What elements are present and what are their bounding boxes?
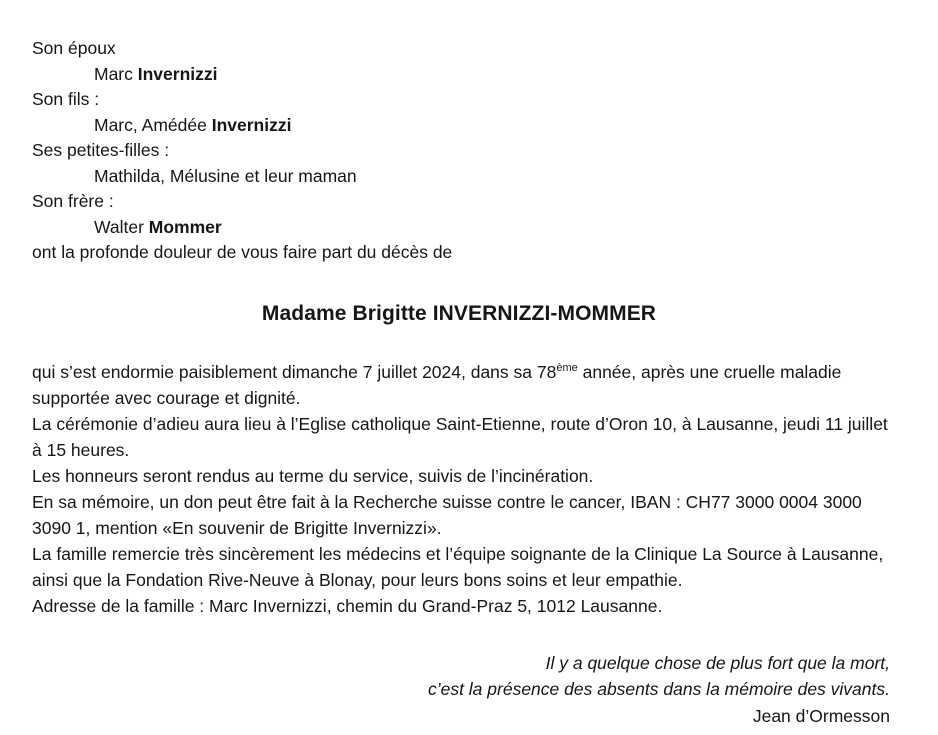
paragraph-address: Adresse de la famille : Marc Invernizzi, chemin du Grand-Praz 5, 1012 Lausanne. (32, 595, 663, 616)
family-member-spouse (32, 62, 894, 88)
family-role-brother: Son frère : (32, 191, 114, 211)
paragraph-passing (32, 359, 894, 411)
closing-quote-author: Jean d’Ormesson (752, 705, 890, 726)
paragraph-passing-before: qui s’est endormie paisiblement dimanche 7 juillet 2024, dans sa 78 (32, 361, 557, 382)
closing-quote-line-1: Il y a quelque chose de plus fort que la mort, (545, 652, 890, 673)
family-member-son (32, 113, 894, 139)
family-list (32, 36, 894, 266)
paragraph-passing-after: année, après une cruelle maladie supportée avec courage et dignité. (32, 361, 842, 408)
family-member-son-given: Marc, Amédée (94, 114, 212, 135)
paragraph-donation: En sa mémoire, un don peut être fait à la Recherche suisse contre le cancer, IBAN : CH77 3000 0004 3000 3090 1, mention «En souvenir de Brigitte Invernizzi». (32, 491, 862, 538)
closing-quote (32, 650, 894, 702)
announcement-intro: ont la profonde douleur de vous faire part du décès de (32, 242, 453, 262)
family-role-son: Son fils : (32, 89, 100, 109)
family-member-son-surname: Invernizzi (211, 114, 292, 135)
paragraph-passing-ordinal: ème (556, 361, 578, 374)
family-member-brother (32, 215, 894, 241)
family-role-granddaughters: Ses petites-filles : (32, 140, 170, 160)
family-member-brother-surname: Mommer (148, 216, 222, 237)
paragraph-ceremony: La cérémonie d’adieu aura lieu à l’Eglise catholique Saint-Etienne, route d’Oron 10, à Lausanne, jeudi 11 juillet à 15 heures. (32, 413, 888, 460)
family-member-granddaughters (32, 164, 894, 190)
family-member-brother-given: Walter (94, 216, 149, 237)
closing-quote-line-2: c’est la présence des absents dans la mémoire des vivants. (427, 678, 890, 699)
family-member-granddaughters-given: Mathilda, Mélusine et leur maman (94, 165, 357, 186)
paragraph-thanks: La famille remercie très sincèrement les médecins et l’équipe soignante de la Clinique La Source à Lausanne, ainsi que la Fondation Rive-Neuve à Blonay, pour leurs bons soins et leur empathie. (32, 543, 884, 590)
family-member-spouse-given: Marc (94, 63, 138, 84)
deceased-name: Madame Brigitte INVERNIZZI-MOMMER (261, 301, 657, 325)
announcement-body (32, 359, 894, 619)
family-role-spouse: Son époux (32, 38, 116, 58)
family-member-spouse-surname: Invernizzi (137, 63, 218, 84)
paragraph-honours: Les honneurs seront rendus au terme du service, suivis de l’incinération. (32, 465, 594, 486)
